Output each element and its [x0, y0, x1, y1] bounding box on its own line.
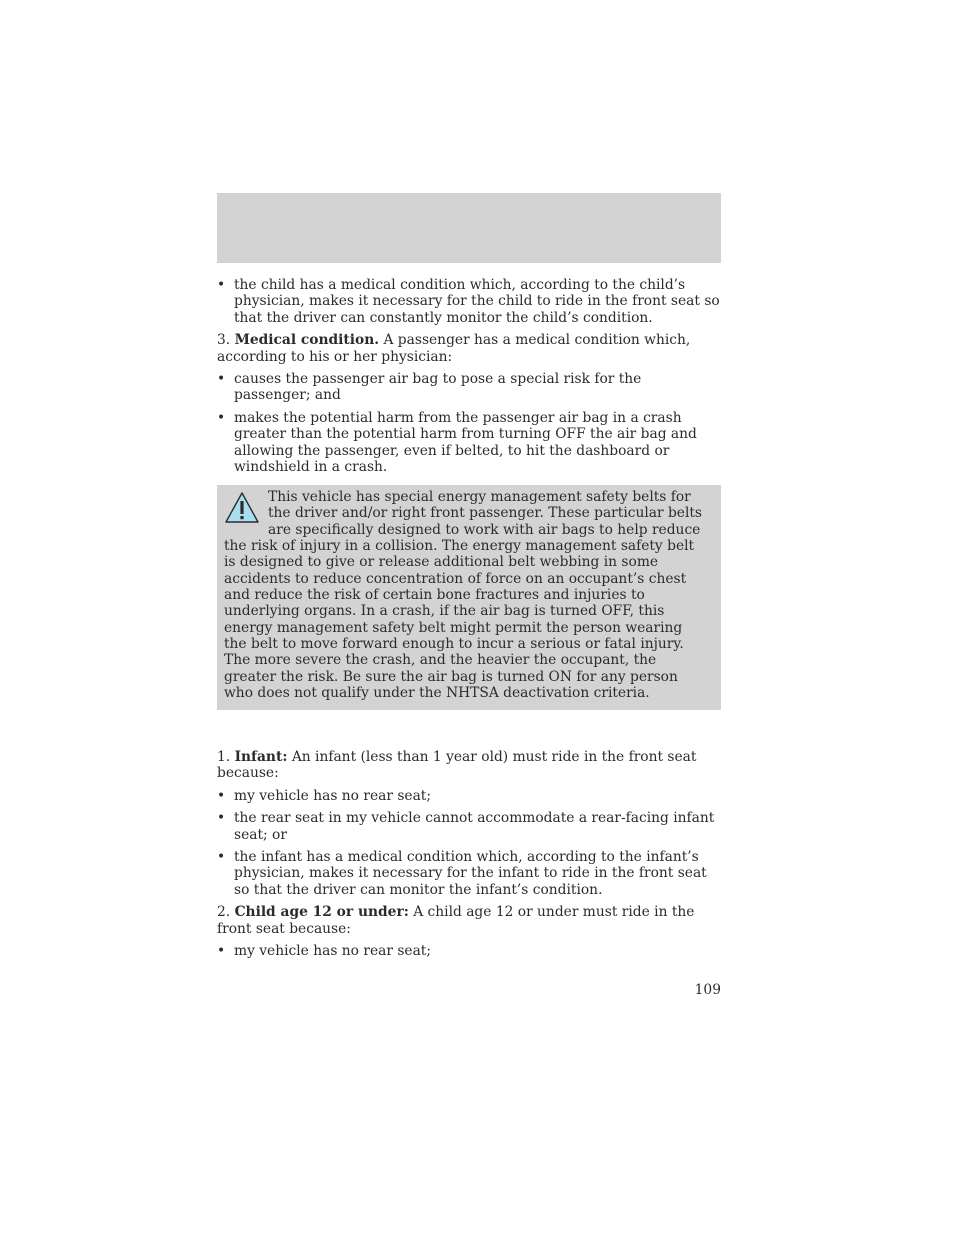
list-item	[217, 849, 721, 898]
header-band	[217, 193, 721, 263]
item-title: Child age 12 or under:	[234, 904, 409, 921]
list-item	[217, 788, 721, 804]
list-item	[217, 371, 721, 404]
item-number: 3.	[217, 332, 231, 349]
section-medical-condition	[217, 277, 721, 481]
bullet-text: causes the passenger air bag to pose a special risk for the passenger; and	[234, 371, 642, 404]
bullet-marker: •	[217, 409, 226, 426]
bullet-marker: •	[217, 849, 226, 866]
item-text: An infant (less than 1 year old) must ride in the front seat because:	[217, 749, 697, 782]
numbered-item-1	[217, 749, 721, 782]
bullet-marker: •	[217, 371, 226, 388]
item-title: Medical condition.	[234, 332, 380, 349]
bullet-marker: •	[217, 810, 226, 827]
list-item	[217, 410, 721, 476]
warning-triangle-icon	[224, 491, 260, 525]
numbered-item-3	[217, 332, 721, 365]
bullet-marker: •	[217, 787, 226, 804]
bullet-text: makes the potential harm from the passenger air bag in a crash greater than the potential harm from turning OFF the air bag and allowing the passenger, even if belted, to hit the dashboard or windshield in a crash.	[234, 409, 697, 476]
item-text: A child age 12 or under must ride in the front seat because:	[217, 904, 695, 937]
numbered-item-2	[217, 904, 721, 937]
list-item	[217, 943, 721, 959]
warning-box	[217, 485, 721, 710]
page-number: 109	[694, 982, 721, 998]
bullet-text: my vehicle has no rear seat;	[234, 943, 431, 960]
item-title: Infant:	[234, 749, 288, 765]
bullet-text: the infant has a medical condition which, according to the infant’s physician, makes it necessary for the infant to ride in the front seat so that the driver can monitor the infant’s condition.	[234, 849, 707, 898]
item-number: 1.	[217, 749, 231, 765]
bullet-text: the rear seat in my vehicle cannot accommodate a rear-facing infant seat; or	[234, 810, 715, 843]
list-item	[217, 810, 721, 843]
section-front-seat-reasons	[217, 749, 721, 965]
warning-text: This vehicle has special energy management safety belts for the driver and/or right front passenger. These particular belts are specifically designed to work with air bags to help reduce the risk of injury in a collision. The energy management safety belt is designed to give or release additional belt webbing in some accidents to reduce concentration of force on an occupant’s chest and reduce the risk of certain bone fractures and injuries to underlying organs. In a crash, if the air bag is turned OFF, this energy management safety belt might permit the person wearing the belt to move forward enough to incur a serious or fatal injury. The more severe the crash, and the heavier the occupant, the greater the risk. Be sure the air bag is turned ON for any person who does not qualify under the NHTSA deactivation criteria.	[224, 489, 702, 702]
list-item	[217, 277, 721, 326]
bullet-marker: •	[217, 277, 226, 293]
item-number: 2.	[217, 904, 231, 921]
bullet-text: my vehicle has no rear seat;	[234, 787, 431, 804]
bullet-marker: •	[217, 943, 226, 960]
bullet-text: the child has a medical condition which, according to the child’s physician, makes it necessary for the child to ride in the front seat so that the driver can constantly monitor the child’s condition.	[234, 277, 720, 326]
item-text: A passenger has a medical condition which, according to his or her physician:	[217, 332, 691, 365]
